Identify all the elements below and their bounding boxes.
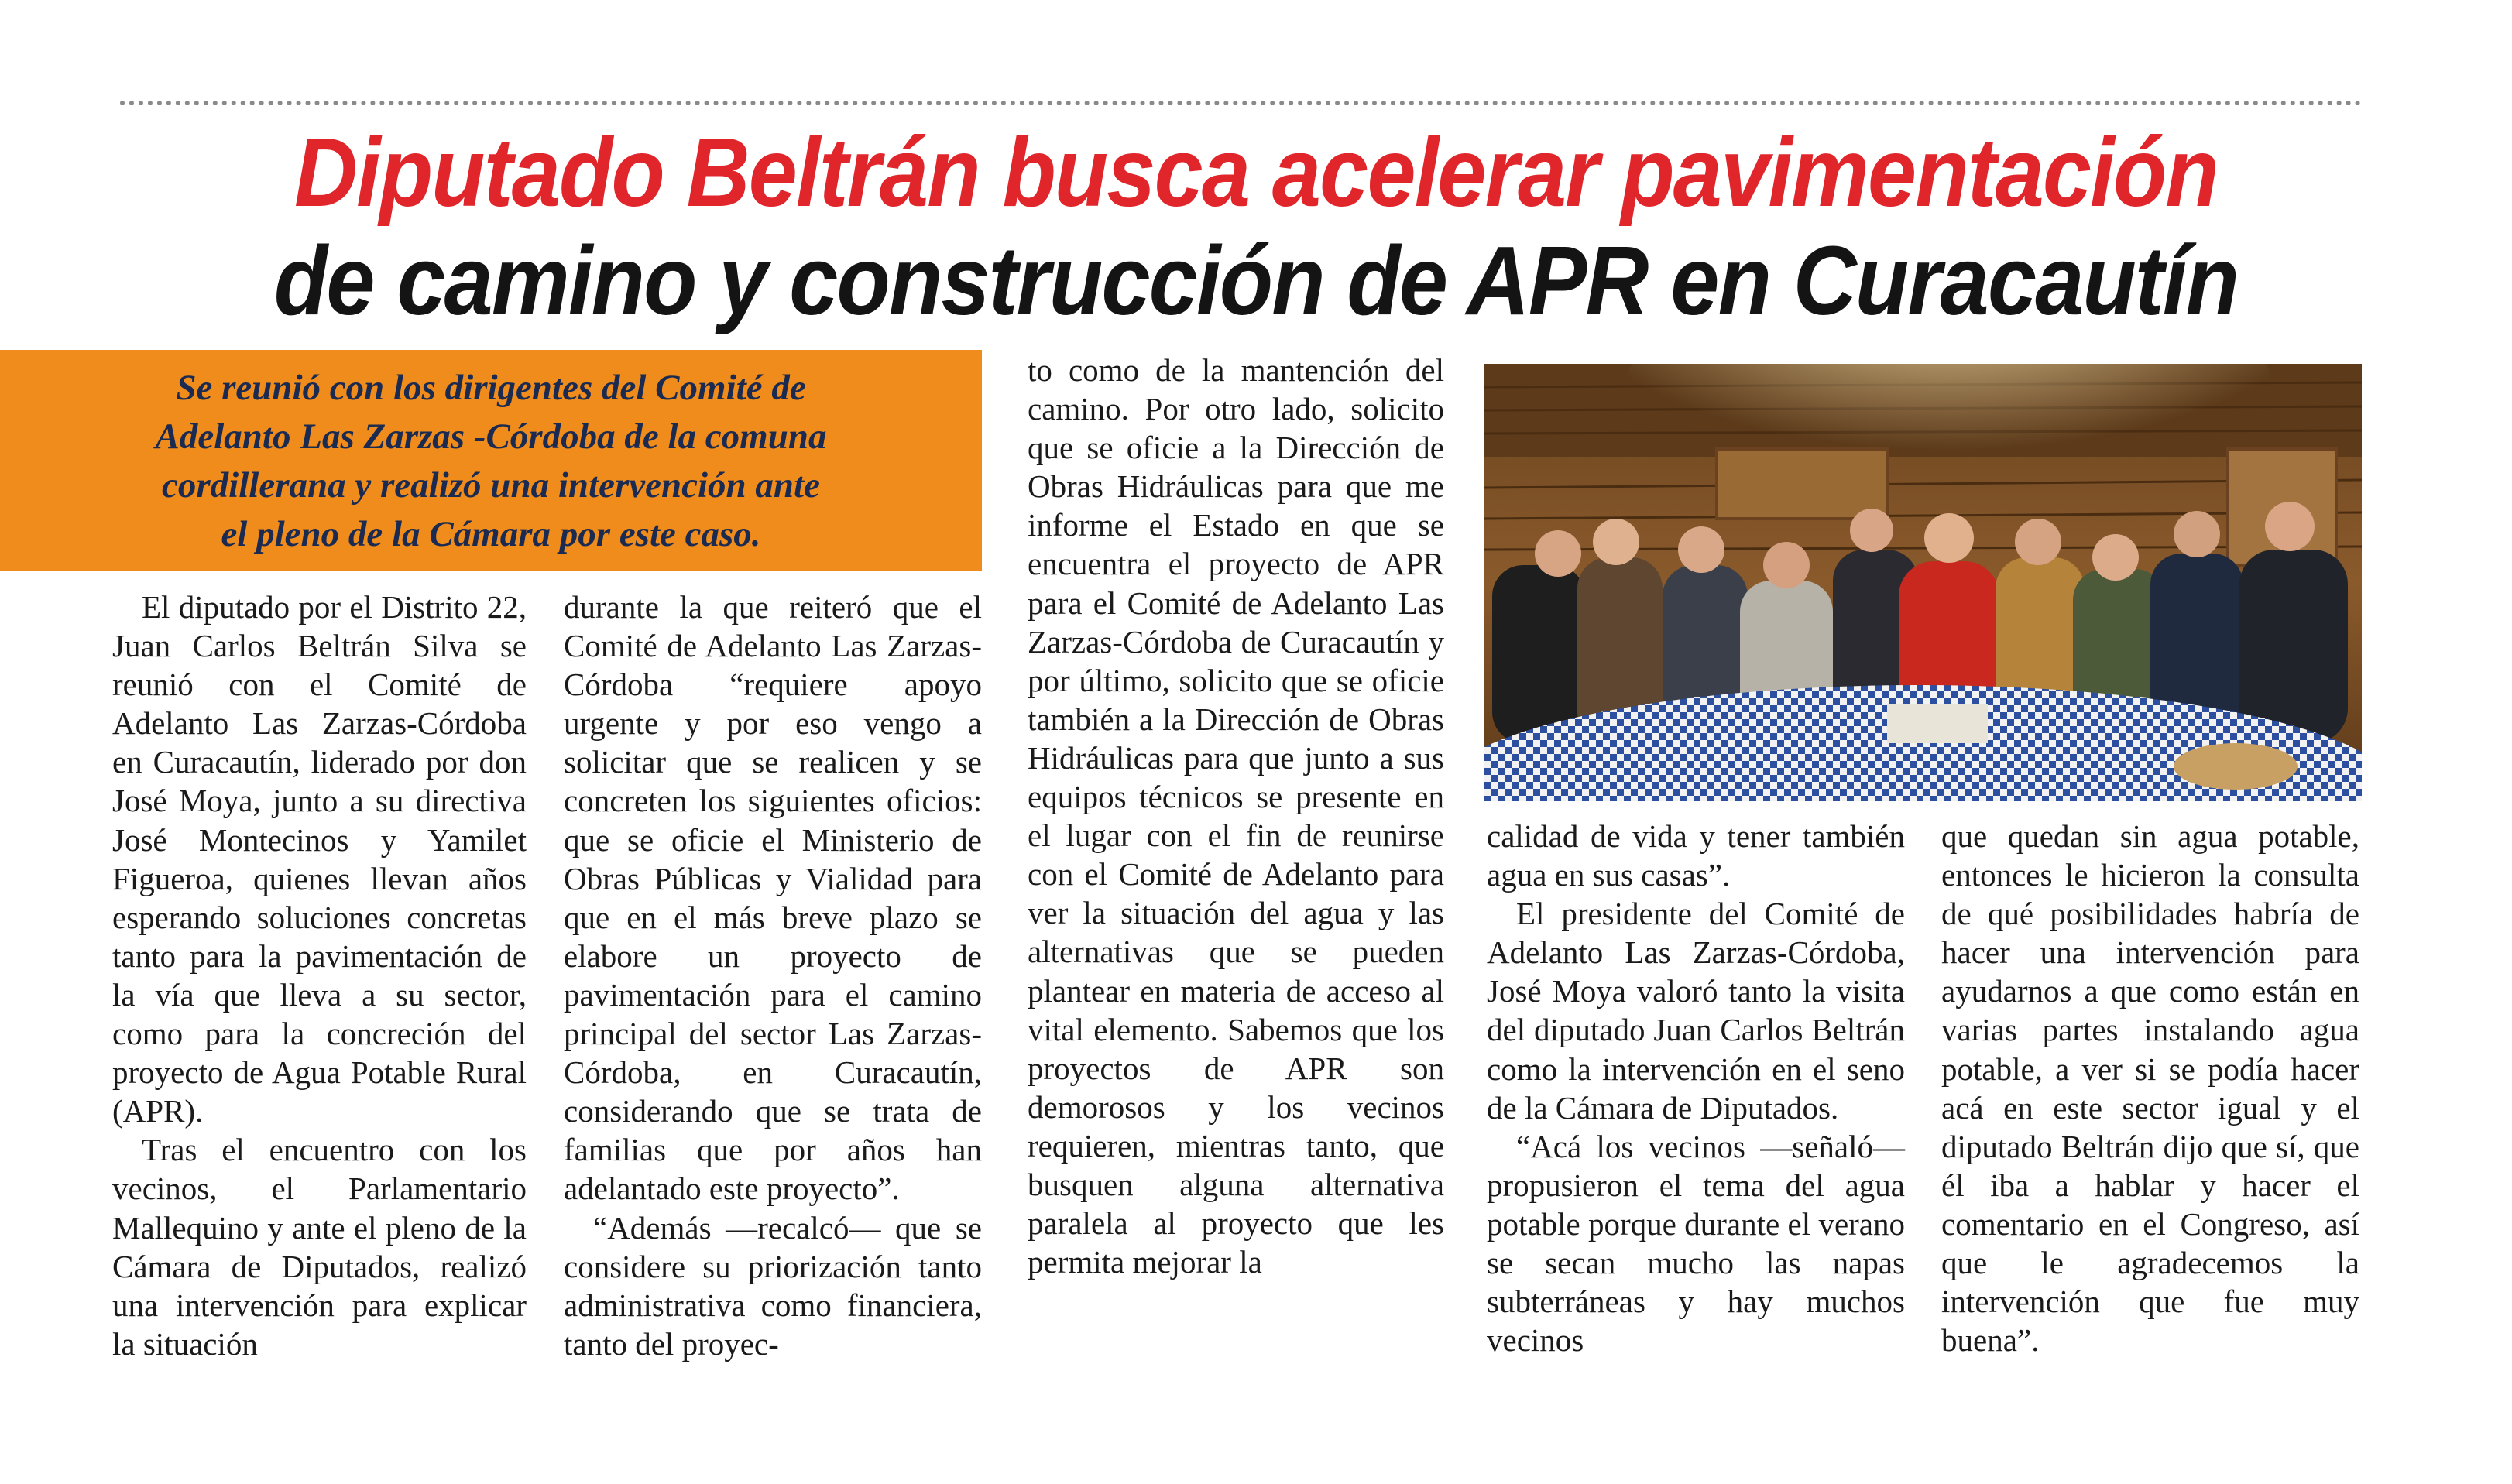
article-column-1 — [112, 588, 527, 1363]
group-photo-illustration — [1484, 364, 2362, 801]
headline-line-2: de camino y construcción de APR en Curacautín — [273, 226, 2239, 335]
deck-line: Se reunió con los dirigentes del Comité de — [176, 368, 806, 408]
paragraph-continued: to como de la mantención del camino. Por otro lado, solicito que se oficie a la Dirección de Obras Hidráulicas para que me informe el Estado en que se encuentra el proyecto de APR para el Comité de Adelanto Las Zarzas-Córdoba de Curacautín y por último, solicito que se oficie también a la Dirección de Obras Hidráulicas para que junto a sus equipos técnicos se presente en el lugar con el fin de reunirse con el Comité de Adelanto para ver la situación del agua y las alternativas que se pueden plantear en materia de acceso al vital elemento. Sabemos que los proyectos de APR son demorosos y los vecinos requieren, mientras tanto, que busquen alguna alternativa paralela al proyecto que les permita mejorar la — [1028, 352, 1444, 1280]
deck-line: cordillerana y realizó una intervención ante — [162, 465, 820, 506]
paragraph-continued: calidad de vida y tener también agua en sus casas”. — [1487, 818, 1905, 893]
paragraph: El diputado por el Distrito 22, Juan Carlos Beltrán Silva se reunió con el Comité de Adelanto Las Zarzas-Córdoba en Curacautín, liderado por don José Moya, junto a su directiva José Montecinos y Yamilet Figueroa, quienes llevan años esperando soluciones concretas tanto para la pavimentación de la vía que lleva a su sector, como para la concreción del proyecto de Agua Potable Rural (APR). — [112, 589, 527, 1129]
paragraph: “Acá los vecinos —señaló— propusieron el tema del agua potable porque durante el verano se secan mucho las napas subterráneas y hay muchos vecinos — [1487, 1128, 1905, 1359]
paragraph: “Además —recalcó— que se considere su priorización tanto administrativa como financiera, tanto del proyec- — [564, 1209, 982, 1362]
paragraph-continued: durante la que reiteró que el Comité de Adelanto Las Zarzas-Córdoba “requiere apoyo urgente y por eso vengo a solicitar que se realicen y se concreten los siguientes oficios: que se oficie el Ministerio de Obras Públicas y Vialidad para que en el más breve plazo se elabore un proyecto de pavimentación para el camino principal del sector Las Zarzas-Córdoba, en Curacautín, considerando que se trata de familias que por años han adelantado este proyecto”. — [564, 589, 982, 1207]
article-column-5 — [1941, 817, 2359, 1359]
article-column-3 — [1028, 351, 1444, 1281]
article-column-4 — [1487, 817, 1905, 1359]
dotted-rule — [120, 101, 2362, 105]
group-photo — [1484, 364, 2362, 801]
paragraph: El presidente del Comité de Adelanto Las Zarzas-Córdoba, José Moya valoró tanto la visita del diputado Juan Carlos Beltrán como la intervención en el seno de la Cámara de Diputados. — [1487, 896, 1905, 1126]
paragraph-continued: que quedan sin agua potable, entonces le hicieron la consulta de qué posibilidades habría de hacer una intervención para ayudarnos a que como están en varias partes instalando agua potable, a ver si se podía hacer acá en este sector igual y el diputado Beltrán dijo que sí, que él iba a hablar y hacer el comentario en el Congreso, así que le agradecemos la intervención que fue muy buena”. — [1941, 818, 2359, 1359]
deck-line: el pleno de la Cámara por este caso. — [221, 514, 761, 554]
deck-line: Adelanto Las Zarzas -Córdoba de la comuna — [155, 416, 827, 457]
headline-line-1: Diputado Beltrán busca acelerar pavimentación — [294, 118, 2218, 227]
deck-box — [0, 350, 982, 571]
paragraph: Tras el encuentro con los vecinos, el Parlamentario Mallequino y ante el pleno de la Cámara de Diputados, realizó una intervención para explicar la situación — [112, 1132, 527, 1362]
article-column-2 — [564, 588, 982, 1363]
